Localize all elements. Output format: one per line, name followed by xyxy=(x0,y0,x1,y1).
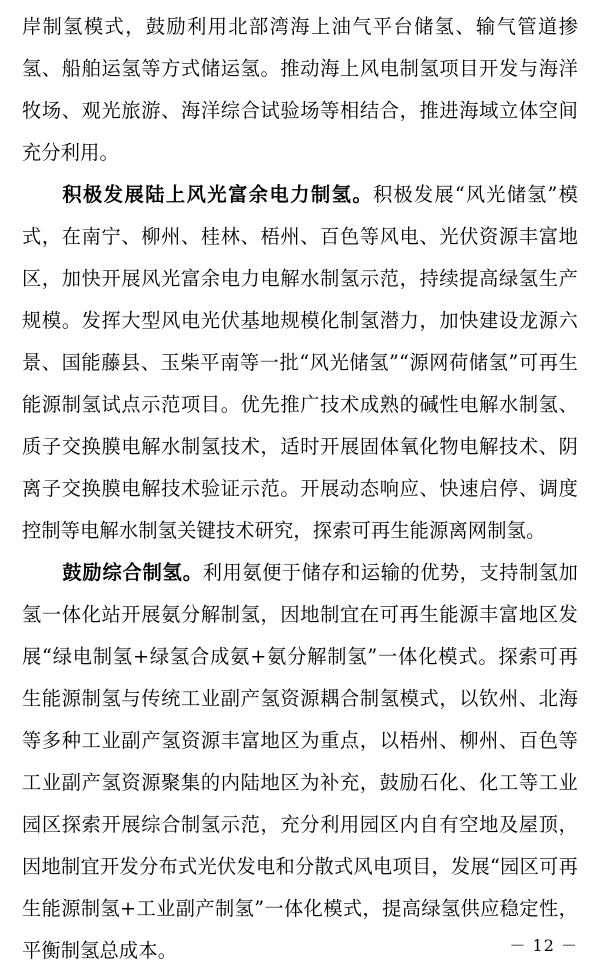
paragraph-continued-hydrogen-storage xyxy=(22,6,578,174)
paragraph-integrated-hydrogen-production xyxy=(22,552,578,972)
paragraph-text: 利用氨便于储存和运输的优势，支持制氢加氢一体化站开展氨分解制氢，因地制宜在可再生能源丰富地区发展“绿电制氢+绿氢合成氨+氨分解制氢”一体化模式。探索可再生能源制氢与传统工业副产氢资源耦合制氢模式，以钦州、北海等多种工业副产氢资源丰富地区为重点，以梧州、柳州、百色等工业副产氢资源聚集的内陆地区为补充，鼓励石化、化工等工业园区探索开展综合制氢示范，充分利用园区内自有空地及屋顶，因地制宜开发分布式光伏发电和分散式风电项目，发展“园区可再生能源制氢+工业副产制氢”一体化模式，提高绿氢供应稳定性，平衡制氢总成本。 xyxy=(22,561,578,962)
paragraph-text: 积极发展“风光储氢”模式，在南宁、柳州、桂林、梧州、百色等风电、光伏资源丰富地区，加快开展风光富余电力电解水制氢示范，持续提高绿氢生产规模。发挥大型风电光伏基地规模化制氢潜力，加快建设龙源六景、国能藤县、玉柴平南等一批“风光储氢”“源网荷储氢”可再生能源制氢试点示范项目。优先推广技术成熟的碱性电解水制氢、质子交换膜电解水制氢技术，适时开展固体氧化物电解技术、阴离子交换膜电解技术验证示范。开展动态响应、快速启停、调度控制等电解水制氢关键技术研究，探索可再生能源离网制氢。 xyxy=(22,183,578,542)
paragraph-lead-in: 积极发展陆上风光富余电力制氢。 xyxy=(62,183,374,206)
page-number-footer: － 12 － xyxy=(509,936,578,955)
paragraph-onshore-wind-solar-surplus xyxy=(22,174,578,552)
paragraph-lead-in: 鼓励综合制氢。 xyxy=(62,561,203,584)
document-body xyxy=(22,6,578,972)
paragraph-text: 岸制氢模式，鼓励利用北部湾海上油气平台储氢、输气管道掺氢、船舶运氢等方式储运氢。推动海上风电制氢项目开发与海洋牧场、观光旅游、海洋综合试验场等相结合，推进海域立体空间充分利用。 xyxy=(22,15,578,164)
